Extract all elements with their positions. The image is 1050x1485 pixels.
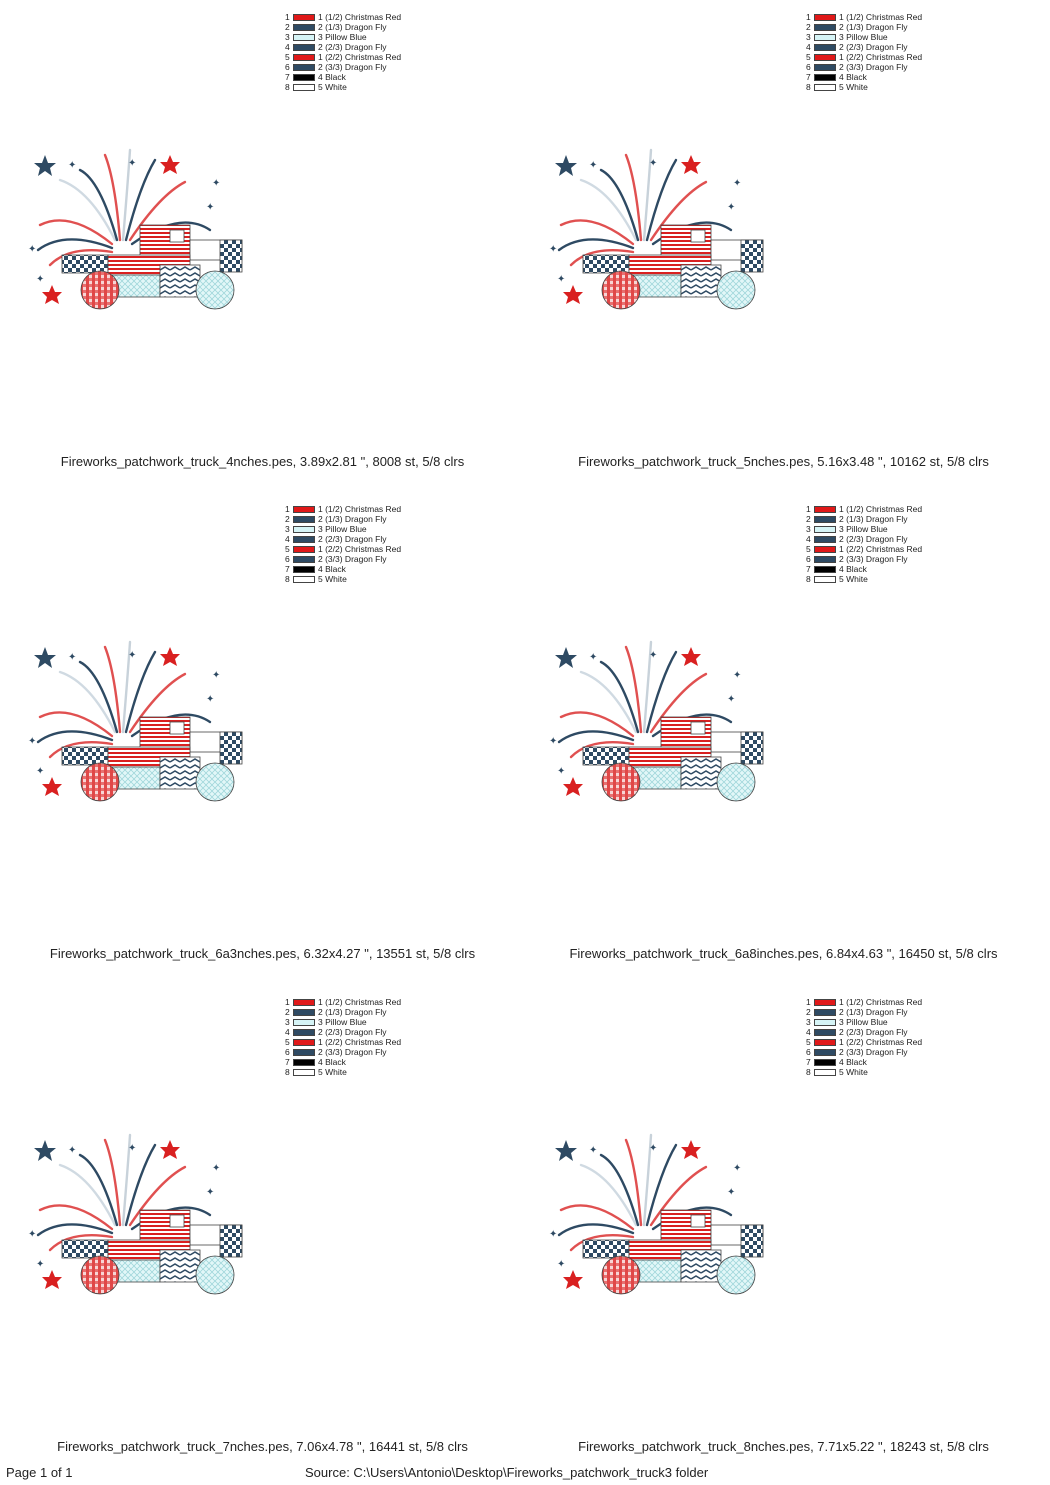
color-swatch xyxy=(293,566,315,573)
color-swatch xyxy=(814,999,836,1006)
legend-row xyxy=(285,514,485,524)
embroidery-design-preview xyxy=(20,1125,250,1305)
color-swatch xyxy=(293,14,315,21)
legend-step-number: 3 xyxy=(806,1017,811,1027)
legend-step-number: 4 xyxy=(806,42,811,52)
legend-label: 2 (2/3) Dragon Fly xyxy=(318,42,387,52)
color-swatch xyxy=(814,516,836,523)
svg-text:✦: ✦ xyxy=(589,160,598,171)
thread-color-legend xyxy=(806,997,1006,1077)
color-swatch xyxy=(293,546,315,553)
legend-row xyxy=(806,12,1006,22)
legend-row xyxy=(285,22,485,32)
legend-row xyxy=(806,1017,1006,1027)
legend-step-number: 1 xyxy=(285,12,290,22)
legend-row xyxy=(285,72,485,82)
legend-step-number: 8 xyxy=(285,1067,290,1077)
legend-row xyxy=(806,524,1006,534)
legend-row xyxy=(285,42,485,52)
legend-label: 5 White xyxy=(318,82,347,92)
legend-row xyxy=(285,574,485,584)
svg-text:✦: ✦ xyxy=(36,274,45,285)
legend-label: 2 (1/3) Dragon Fly xyxy=(839,22,908,32)
design-caption: Fireworks_patchwork_truck_8nches.pes, 7.71x5.22 ", 18243 st, 5/8 clrs xyxy=(578,1439,989,1454)
embroidery-design-preview xyxy=(541,632,771,812)
legend-step-number: 1 xyxy=(806,12,811,22)
legend-label: 1 (1/2) Christmas Red xyxy=(318,12,402,22)
legend-row xyxy=(285,1047,485,1057)
color-swatch xyxy=(814,1019,836,1026)
legend-row xyxy=(806,534,1006,544)
color-swatch xyxy=(814,1039,836,1046)
legend-label: 3 Pillow Blue xyxy=(839,1017,888,1027)
design-cell xyxy=(0,985,525,1477)
legend-label: 1 (2/2) Christmas Red xyxy=(839,1037,923,1047)
legend-row xyxy=(806,1027,1006,1037)
legend-label: 5 White xyxy=(318,574,347,584)
design-caption: Fireworks_patchwork_truck_4nches.pes, 3.89x2.81 ", 8008 st, 5/8 clrs xyxy=(60,454,465,469)
legend-row xyxy=(285,524,485,534)
legend-label: 1 (1/2) Christmas Red xyxy=(839,12,923,22)
legend-label: 4 Black xyxy=(318,564,346,574)
legend-label: 1 (2/2) Christmas Red xyxy=(318,1037,402,1047)
color-swatch xyxy=(293,24,315,31)
color-swatch xyxy=(814,14,836,21)
legend-step-number: 1 xyxy=(806,997,811,1007)
legend-label: 4 Black xyxy=(839,564,867,574)
legend-row xyxy=(806,82,1006,92)
svg-text:✦: ✦ xyxy=(589,1145,598,1156)
design-caption: Fireworks_patchwork_truck_6a8inches.pes, 6.84x4.63 ", 16450 st, 5/8 clrs xyxy=(569,946,998,961)
color-swatch xyxy=(814,576,836,583)
color-swatch xyxy=(293,74,315,81)
legend-step-number: 3 xyxy=(285,1017,290,1027)
legend-row xyxy=(806,564,1006,574)
svg-text:✦: ✦ xyxy=(128,158,137,169)
svg-text:✦: ✦ xyxy=(557,766,566,777)
legend-label: 3 Pillow Blue xyxy=(318,1017,367,1027)
svg-text:✦: ✦ xyxy=(212,178,221,189)
legend-label: 2 (3/3) Dragon Fly xyxy=(839,62,908,72)
color-swatch xyxy=(814,566,836,573)
svg-text:✦: ✦ xyxy=(128,1143,137,1154)
color-swatch xyxy=(814,44,836,51)
legend-label: 1 (1/2) Christmas Red xyxy=(318,997,402,1007)
legend-row xyxy=(285,1007,485,1017)
legend-step-number: 1 xyxy=(285,504,290,514)
color-swatch xyxy=(814,54,836,61)
legend-label: 5 White xyxy=(839,1067,868,1077)
color-swatch xyxy=(814,74,836,81)
legend-step-number: 8 xyxy=(285,82,290,92)
legend-label: 3 Pillow Blue xyxy=(318,524,367,534)
design-cell xyxy=(521,985,1046,1477)
legend-step-number: 6 xyxy=(285,1047,290,1057)
embroidery-design-preview xyxy=(20,140,250,320)
legend-row xyxy=(285,554,485,564)
svg-text:✦: ✦ xyxy=(212,670,221,681)
legend-step-number: 5 xyxy=(806,1037,811,1047)
legend-step-number: 7 xyxy=(285,72,290,82)
legend-step-number: 6 xyxy=(806,554,811,564)
color-swatch xyxy=(293,536,315,543)
thread-color-legend xyxy=(806,504,1006,584)
legend-row xyxy=(806,1007,1006,1017)
legend-row xyxy=(285,1037,485,1047)
legend-row xyxy=(285,997,485,1007)
svg-text:✦: ✦ xyxy=(733,670,742,681)
legend-label: 5 White xyxy=(839,574,868,584)
legend-label: 1 (2/2) Christmas Red xyxy=(839,52,923,62)
legend-step-number: 5 xyxy=(806,544,811,554)
color-swatch xyxy=(293,54,315,61)
design-cell xyxy=(0,492,525,984)
color-swatch xyxy=(293,556,315,563)
legend-step-number: 2 xyxy=(806,1007,811,1017)
svg-text:✦: ✦ xyxy=(206,694,215,705)
svg-text:✦: ✦ xyxy=(549,244,558,255)
svg-text:✦: ✦ xyxy=(557,1259,566,1270)
svg-text:✦: ✦ xyxy=(206,202,215,213)
svg-text:✦: ✦ xyxy=(589,652,598,663)
color-swatch xyxy=(293,44,315,51)
svg-text:✦: ✦ xyxy=(206,1187,215,1198)
legend-row xyxy=(806,62,1006,72)
legend-step-number: 8 xyxy=(806,574,811,584)
color-swatch xyxy=(293,1049,315,1056)
legend-row xyxy=(806,997,1006,1007)
svg-text:✦: ✦ xyxy=(68,652,77,663)
svg-text:✦: ✦ xyxy=(212,1163,221,1174)
legend-label: 4 Black xyxy=(318,72,346,82)
legend-label: 2 (3/3) Dragon Fly xyxy=(318,62,387,72)
color-swatch xyxy=(814,24,836,31)
legend-step-number: 2 xyxy=(806,514,811,524)
legend-step-number: 7 xyxy=(285,564,290,574)
color-swatch xyxy=(293,526,315,533)
color-swatch xyxy=(814,64,836,71)
color-swatch xyxy=(293,1059,315,1066)
color-swatch xyxy=(293,84,315,91)
legend-label: 1 (2/2) Christmas Red xyxy=(318,52,402,62)
legend-label: 1 (1/2) Christmas Red xyxy=(318,504,402,514)
color-swatch xyxy=(293,64,315,71)
legend-row xyxy=(806,42,1006,52)
legend-step-number: 3 xyxy=(285,524,290,534)
legend-label: 2 (3/3) Dragon Fly xyxy=(839,1047,908,1057)
color-swatch xyxy=(293,1069,315,1076)
legend-label: 2 (1/3) Dragon Fly xyxy=(318,22,387,32)
legend-step-number: 2 xyxy=(285,1007,290,1017)
svg-text:✦: ✦ xyxy=(727,1187,736,1198)
legend-label: 2 (2/3) Dragon Fly xyxy=(839,1027,908,1037)
legend-row xyxy=(806,72,1006,82)
legend-step-number: 4 xyxy=(285,1027,290,1037)
legend-step-number: 2 xyxy=(285,514,290,524)
legend-step-number: 8 xyxy=(806,82,811,92)
color-swatch xyxy=(814,546,836,553)
svg-text:✦: ✦ xyxy=(28,1229,37,1240)
svg-text:✦: ✦ xyxy=(128,650,137,661)
legend-step-number: 8 xyxy=(806,1067,811,1077)
legend-step-number: 2 xyxy=(806,22,811,32)
legend-row xyxy=(806,1067,1006,1077)
color-swatch xyxy=(814,536,836,543)
svg-text:✦: ✦ xyxy=(549,736,558,747)
legend-label: 1 (1/2) Christmas Red xyxy=(839,504,923,514)
svg-text:✦: ✦ xyxy=(68,160,77,171)
legend-row xyxy=(806,1057,1006,1067)
legend-row xyxy=(806,514,1006,524)
legend-row xyxy=(285,52,485,62)
design-cell xyxy=(521,0,1046,492)
design-caption: Fireworks_patchwork_truck_7nches.pes, 7.06x4.78 ", 16441 st, 5/8 clrs xyxy=(57,1439,468,1454)
svg-text:✦: ✦ xyxy=(727,694,736,705)
legend-label: 2 (1/3) Dragon Fly xyxy=(839,1007,908,1017)
legend-label: 2 (1/3) Dragon Fly xyxy=(318,1007,387,1017)
legend-step-number: 1 xyxy=(285,997,290,1007)
svg-text:✦: ✦ xyxy=(733,178,742,189)
legend-step-number: 5 xyxy=(806,52,811,62)
legend-step-number: 6 xyxy=(285,554,290,564)
svg-text:✦: ✦ xyxy=(649,650,658,661)
legend-step-number: 3 xyxy=(806,524,811,534)
color-swatch xyxy=(293,516,315,523)
legend-step-number: 5 xyxy=(285,52,290,62)
color-swatch xyxy=(293,506,315,513)
legend-label: 2 (3/3) Dragon Fly xyxy=(318,554,387,564)
legend-row xyxy=(285,544,485,554)
svg-text:✦: ✦ xyxy=(28,736,37,747)
legend-step-number: 1 xyxy=(806,504,811,514)
legend-row xyxy=(806,1047,1006,1057)
svg-text:✦: ✦ xyxy=(36,1259,45,1270)
thread-color-legend xyxy=(285,504,485,584)
legend-row xyxy=(285,1017,485,1027)
legend-step-number: 6 xyxy=(806,1047,811,1057)
color-swatch xyxy=(814,526,836,533)
legend-step-number: 7 xyxy=(285,1057,290,1067)
legend-step-number: 7 xyxy=(806,72,811,82)
color-swatch xyxy=(814,34,836,41)
svg-text:✦: ✦ xyxy=(68,1145,77,1156)
legend-row xyxy=(285,32,485,42)
legend-step-number: 6 xyxy=(806,62,811,72)
design-cell xyxy=(0,0,525,492)
legend-step-number: 3 xyxy=(285,32,290,42)
legend-step-number: 5 xyxy=(285,1037,290,1047)
legend-step-number: 6 xyxy=(285,62,290,72)
legend-step-number: 4 xyxy=(806,1027,811,1037)
legend-label: 2 (1/3) Dragon Fly xyxy=(318,514,387,524)
legend-row xyxy=(806,504,1006,514)
legend-label: 5 White xyxy=(839,82,868,92)
svg-text:✦: ✦ xyxy=(557,274,566,285)
legend-label: 3 Pillow Blue xyxy=(318,32,367,42)
color-swatch xyxy=(814,1049,836,1056)
color-swatch xyxy=(293,1009,315,1016)
embroidery-design-preview xyxy=(541,140,771,320)
legend-row xyxy=(806,32,1006,42)
legend-label: 2 (3/3) Dragon Fly xyxy=(839,554,908,564)
legend-label: 3 Pillow Blue xyxy=(839,524,888,534)
color-swatch xyxy=(814,556,836,563)
legend-row xyxy=(285,62,485,72)
legend-step-number: 7 xyxy=(806,564,811,574)
legend-row xyxy=(285,82,485,92)
legend-step-number: 3 xyxy=(806,32,811,42)
legend-step-number: 4 xyxy=(285,534,290,544)
legend-row xyxy=(806,22,1006,32)
legend-step-number: 4 xyxy=(806,534,811,544)
legend-label: 4 Black xyxy=(839,1057,867,1067)
legend-row xyxy=(285,1027,485,1037)
legend-row xyxy=(806,52,1006,62)
legend-step-number: 7 xyxy=(806,1057,811,1067)
embroidery-design-preview xyxy=(20,632,250,812)
color-swatch xyxy=(814,1029,836,1036)
legend-label: 4 Black xyxy=(839,72,867,82)
legend-label: 2 (2/3) Dragon Fly xyxy=(318,1027,387,1037)
color-swatch xyxy=(293,999,315,1006)
color-swatch xyxy=(814,506,836,513)
design-caption: Fireworks_patchwork_truck_6a3nches.pes, 6.32x4.27 ", 13551 st, 5/8 clrs xyxy=(49,946,476,961)
legend-row xyxy=(806,1037,1006,1047)
legend-row xyxy=(285,534,485,544)
thread-color-legend xyxy=(285,12,485,92)
design-cell xyxy=(521,492,1046,984)
legend-step-number: 4 xyxy=(285,42,290,52)
color-swatch xyxy=(293,1029,315,1036)
legend-label: 1 (2/2) Christmas Red xyxy=(839,544,923,554)
color-swatch xyxy=(814,1059,836,1066)
legend-label: 2 (2/3) Dragon Fly xyxy=(318,534,387,544)
svg-text:✦: ✦ xyxy=(549,1229,558,1240)
legend-label: 4 Black xyxy=(318,1057,346,1067)
svg-text:✦: ✦ xyxy=(649,1143,658,1154)
legend-step-number: 8 xyxy=(285,574,290,584)
legend-label: 1 (1/2) Christmas Red xyxy=(839,997,923,1007)
legend-row xyxy=(285,564,485,574)
color-swatch xyxy=(814,1009,836,1016)
legend-label: 1 (2/2) Christmas Red xyxy=(318,544,402,554)
color-swatch xyxy=(293,1019,315,1026)
legend-label: 2 (3/3) Dragon Fly xyxy=(318,1047,387,1057)
legend-label: 2 (2/3) Dragon Fly xyxy=(839,42,908,52)
embroidery-design-preview xyxy=(541,1125,771,1305)
color-swatch xyxy=(814,1069,836,1076)
legend-label: 5 White xyxy=(318,1067,347,1077)
legend-row xyxy=(806,544,1006,554)
page-number: Page 1 of 1 xyxy=(6,1465,73,1480)
legend-row xyxy=(285,1067,485,1077)
legend-step-number: 2 xyxy=(285,22,290,32)
thread-color-legend xyxy=(806,12,1006,92)
design-caption: Fireworks_patchwork_truck_5nches.pes, 5.16x3.48 ", 10162 st, 5/8 clrs xyxy=(578,454,989,469)
color-swatch xyxy=(293,576,315,583)
color-swatch xyxy=(293,34,315,41)
svg-text:✦: ✦ xyxy=(733,1163,742,1174)
color-swatch xyxy=(814,84,836,91)
legend-row xyxy=(806,574,1006,584)
source-path: Source: C:\Users\Antonio\Desktop\Fireworks_patchwork_truck3 folder xyxy=(305,1465,709,1480)
legend-row xyxy=(285,504,485,514)
legend-label: 3 Pillow Blue xyxy=(839,32,888,42)
svg-text:✦: ✦ xyxy=(28,244,37,255)
legend-row xyxy=(285,12,485,22)
legend-row xyxy=(806,554,1006,564)
legend-step-number: 5 xyxy=(285,544,290,554)
legend-label: 2 (1/3) Dragon Fly xyxy=(839,514,908,524)
svg-text:✦: ✦ xyxy=(727,202,736,213)
color-swatch xyxy=(293,1039,315,1046)
legend-label: 2 (2/3) Dragon Fly xyxy=(839,534,908,544)
legend-row xyxy=(285,1057,485,1067)
svg-text:✦: ✦ xyxy=(36,766,45,777)
thread-color-legend xyxy=(285,997,485,1077)
svg-text:✦: ✦ xyxy=(649,158,658,169)
